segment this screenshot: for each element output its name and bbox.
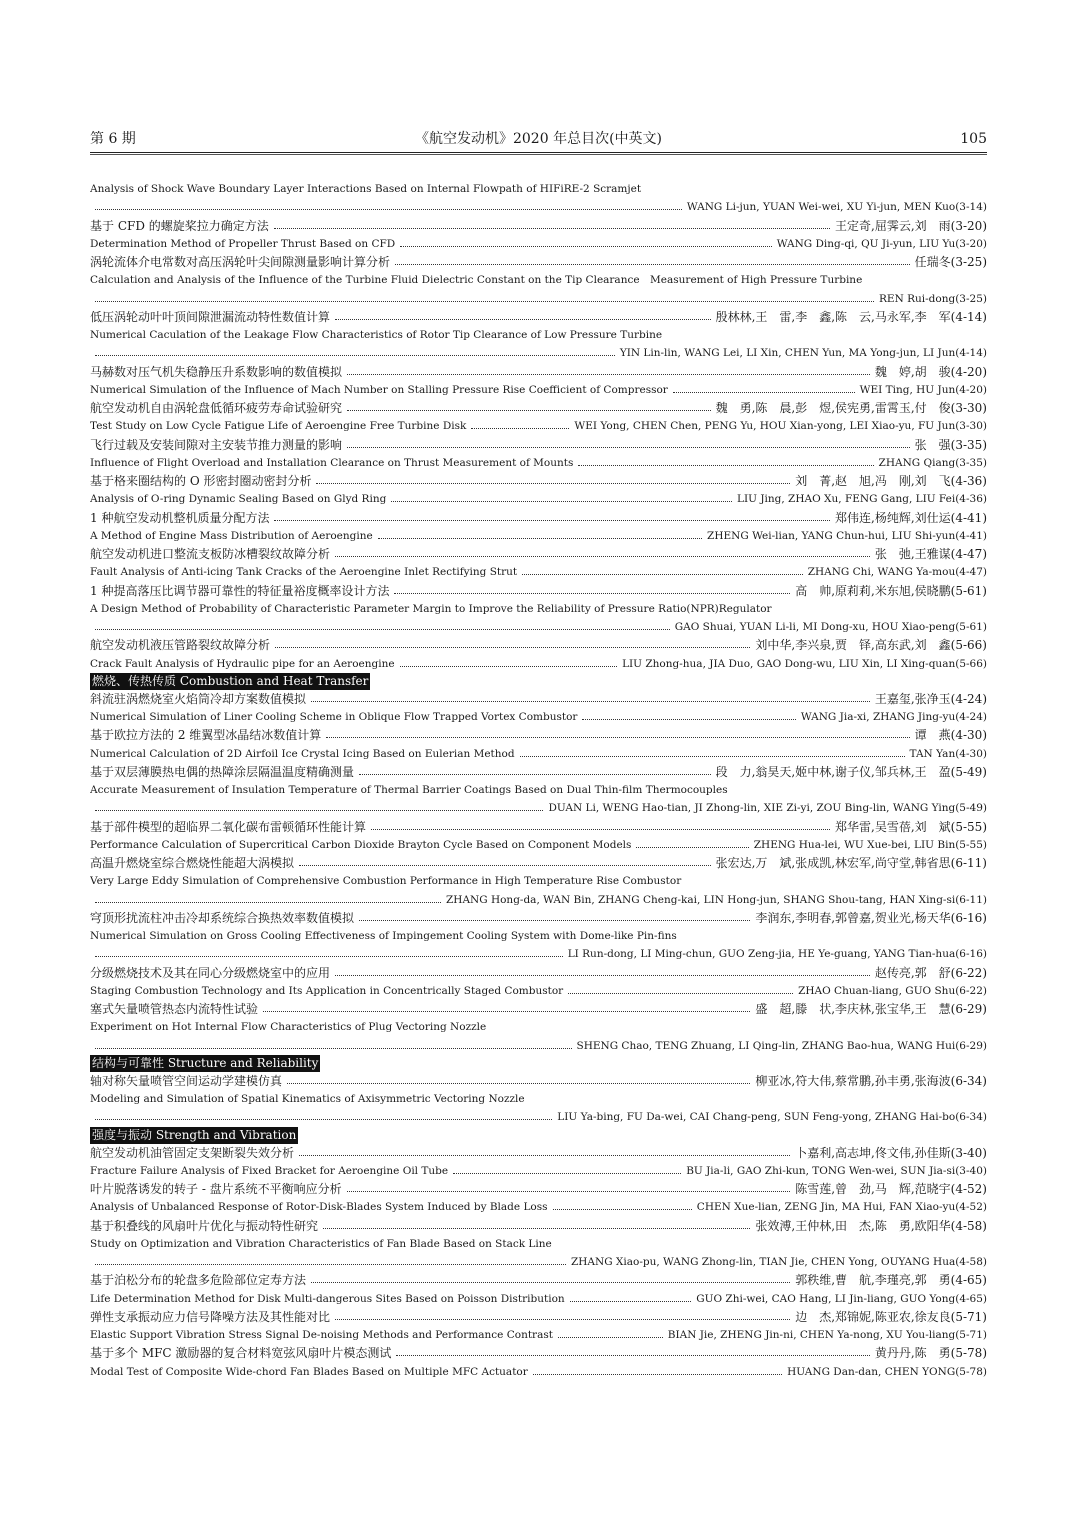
toc-entry-english: [90, 1108, 987, 1126]
toc-entry-english: [90, 600, 987, 618]
toc-entry-english: [90, 836, 987, 854]
article-title: 分级燃烧技术及其在同心分级燃烧室中的应用: [90, 965, 331, 980]
authors-and-page: 边 杰,郑锦妮,陈亚农,徐友良(5-71): [795, 1309, 987, 1324]
authors-and-page: WANG Li-jun, YUAN Wei-wei, XU Yi-jun, MEN Kuo(3-14): [686, 201, 987, 214]
authors-and-page: 李润东,李明春,郭曾嘉,贺业光,杨天华(6-16): [755, 910, 987, 925]
toc-entry-chinese: [90, 763, 987, 781]
article-title: 轴对称矢量喷管空间运动学建模仿真: [90, 1073, 283, 1088]
journal-title: 《航空发动机》2020 年总目次(中英文): [414, 131, 662, 147]
dot-leader: [400, 665, 618, 667]
article-title: Analysis of O-ring Dynamic Sealing Based on Glyd Ring: [90, 493, 387, 506]
article-title: 涡轮流体介电常数对高压涡轮叶尖间隙测量影响计算分析: [90, 255, 391, 269]
toc-entry-chinese: [90, 545, 987, 563]
header-rule-thin: [90, 154, 987, 155]
authors-and-page: 盛 超,滕 状,李庆林,张宝华,王 慧(6-29): [755, 1002, 987, 1016]
toc-entry-chinese: [90, 217, 987, 235]
article-title: 基于多个 MFC 激励器的复合材料宽弦风扇叶片模态测试: [90, 1346, 392, 1361]
toc-entry-english: [90, 891, 987, 909]
authors-and-page: 刘 菁,赵 旭,冯 刚,刘 飞(4-36): [795, 474, 987, 488]
page-number: 105: [960, 131, 987, 147]
toc-entry-english: [90, 180, 987, 198]
dot-leader: [95, 300, 874, 302]
toc-entry-chinese: [90, 909, 987, 927]
dot-leader: [274, 519, 830, 521]
authors-and-page: 魏 婷,胡 骏(4-20): [874, 364, 987, 379]
header-rule: [90, 152, 987, 153]
article-title: 航空发动机油管固定支架断裂失效分析: [90, 1145, 295, 1160]
authors-and-page: LIU Ya-bing, FU Da-wei, CAI Chang-peng, SUN Feng-yong, ZHANG Hai-bo(6-34): [557, 1111, 987, 1124]
toc-entry-chinese: [90, 690, 987, 708]
article-title: A Method of Engine Mass Distribution of Aeroengine: [90, 529, 373, 542]
article-title: Determination Method of Propeller Thrust Based on CFD: [90, 237, 396, 250]
article-title: Accurate Measurement of Insulation Temperature of Thermal Barrier Coatings Based on Dual Thin-film Thermocouples: [90, 784, 728, 796]
dot-leader: [347, 446, 910, 448]
toc-entry-english: [90, 781, 987, 799]
toc-entry-english: [90, 1326, 987, 1344]
toc-entry-chinese: [90, 1217, 987, 1235]
dot-leader: [95, 208, 682, 210]
article-title: Experiment on Hot Internal Flow Characteristics of Plug Vectoring Nozzle: [90, 1021, 487, 1034]
toc-entry-english: [90, 799, 987, 817]
article-title: 斜流驻涡燃烧室火焰筒冷却方案数值模拟: [90, 691, 307, 706]
toc-entry-english: [90, 1037, 987, 1055]
dot-leader: [568, 992, 793, 994]
authors-and-page: BIAN Jie, ZHENG Jin-ni, CHEN Ya-nong, XU You-liang(5-71): [667, 1329, 987, 1341]
authors-and-page: 段 力,翁昊天,姬中林,谢子仪,邹兵林,王 盈(5-49): [715, 764, 987, 779]
section-title: 结构与可靠性 Structure and Reliability: [92, 1055, 319, 1070]
toc-entry-english: [90, 618, 987, 636]
dot-leader: [395, 263, 910, 265]
toc-entry-english: [90, 708, 987, 726]
toc-entry-chinese: [90, 636, 987, 654]
dot-leader: [299, 864, 711, 866]
dot-leader: [522, 573, 803, 575]
article-title: 航空发动机自由涡轮盘低循环疲劳寿命试验研究: [90, 401, 343, 415]
dot-leader: [371, 828, 830, 830]
table-of-contents: [90, 180, 987, 1381]
dot-leader: [347, 409, 711, 411]
toc-entry-english: [90, 563, 987, 581]
dot-leader: [287, 1082, 750, 1084]
article-title: Fracture Failure Analysis of Fixed Bracket for Aeroengine Oil Tube: [90, 1164, 449, 1177]
toc-entry-chinese: [90, 854, 987, 872]
section-heading: [90, 1127, 987, 1144]
dot-leader: [673, 391, 855, 393]
dot-leader: [95, 628, 670, 630]
dot-leader: [335, 555, 870, 557]
dot-leader: [553, 1208, 692, 1210]
authors-and-page: WANG Ding-qi, QU Ji-yun, LIU Yu(3-20): [776, 237, 987, 250]
dot-leader: [570, 1300, 692, 1302]
dot-leader: [95, 354, 615, 356]
toc-entry-english: [90, 982, 987, 1000]
toc-entry-chinese: [90, 726, 987, 744]
dot-leader: [520, 755, 905, 757]
authors-and-page: 黄丹丹,陈 勇(5-78): [874, 1346, 987, 1361]
toc-entry-english: [90, 417, 987, 435]
dot-leader: [335, 1318, 790, 1320]
dot-leader: [347, 373, 870, 375]
article-title: Life Determination Method for Disk Multi-dangerous Sites Based on Poisson Distribution: [90, 1292, 565, 1305]
toc-entry-chinese: [90, 964, 987, 982]
issue-number: 第 6 期: [90, 131, 136, 147]
authors-and-page: 赵传亮,郭 舒(6-22): [874, 965, 987, 980]
article-title: Analysis of Shock Wave Boundary Layer Interactions Based on Internal Flowpath of HIFiRE-2 Scramjet: [90, 183, 642, 195]
article-title: 基于积叠线的风扇叶片优化与振动特性研究: [90, 1218, 319, 1233]
authors-and-page: 魏 勇,陈 晨,彭 煜,侯宪勇,雷霄玉,付 俊(3-30): [715, 401, 987, 415]
toc-entry-english: [90, 1363, 987, 1381]
authors-and-page: ZHENG Hua-lei, WU Xue-bei, LIU Bin(5-55): [753, 838, 987, 851]
authors-and-page: 谭 燕(4-30): [914, 728, 987, 743]
toc-entry-english: [90, 1090, 987, 1108]
article-title: Staging Combustion Technology and Its Application in Concentrically Staged Combustor: [90, 984, 564, 997]
article-title: 基于格来圈结构的 O 形密封圈动密封分析: [90, 474, 312, 488]
toc-entry-english: [90, 490, 987, 508]
toc-entry-chinese: [90, 253, 987, 271]
authors-and-page: LIU Jing, ZHAO Xu, FENG Gang, LIU Fei(4-36): [737, 493, 987, 506]
dot-leader: [378, 537, 702, 539]
toc-entry-english: [90, 1198, 987, 1216]
section-heading: [90, 673, 987, 690]
toc-entry-english: [90, 927, 987, 945]
toc-entry-chinese: [90, 1271, 987, 1289]
authors-and-page: YIN Lin-lin, WANG Lei, LI Xin, CHEN Yun, MA Yong-jun, LI Jun(4-14): [619, 347, 987, 360]
article-title: Numerical Simulation on Gross Cooling Effectiveness of Impingement Cooling System with Dome-like Pin-fins: [90, 930, 677, 942]
section-title: 强度与振动 Strength and Vibration: [92, 1127, 297, 1142]
authors-and-page: ZHAO Chuan-liang, GUO Shu(6-22): [798, 984, 987, 997]
toc-entry-english: [90, 655, 987, 673]
toc-entry-english: [90, 381, 987, 399]
dot-leader: [311, 700, 870, 702]
dot-leader: [394, 592, 790, 594]
dot-leader: [533, 1373, 782, 1375]
article-title: Modeling and Simulation of Spatial Kinematics of Axisymmetric Vectoring Nozzle: [90, 1093, 525, 1105]
article-title: Elastic Support Vibration Stress Signal De-noising Methods and Performance Contrast: [90, 1329, 553, 1341]
authors-and-page: 王定奇,屈霁云,刘 雨(3-20): [835, 218, 987, 233]
toc-entry-english: [90, 344, 987, 362]
authors-and-page: ZHANG Hong-da, WAN Bin, ZHANG Cheng-kai, LIN Hong-jun, SHANG Shou-tang, HAN Xing-si(6-11): [446, 893, 987, 906]
dot-leader: [558, 1336, 663, 1338]
authors-and-page: ZHANG Chi, WANG Ya-mou(4-47): [807, 566, 987, 579]
authors-and-page: 郑华雷,吴雪蓓,刘 斌(5-55): [835, 819, 987, 834]
authors-and-page: ZHANG Qiang(3-35): [878, 456, 987, 469]
article-title: 叶片脱落诱发的转子 - 盘片系统不平衡响应分析: [90, 1182, 342, 1196]
article-title: Numerical Calculation of 2D Airfoil Ice Crystal Icing Based on Eulerian Method: [90, 747, 515, 760]
article-title: 高温升燃烧室综合燃烧性能超大涡模拟: [90, 856, 295, 870]
article-title: 基于 CFD 的螺旋桨拉力确定方法: [90, 218, 269, 233]
dot-leader: [323, 1227, 750, 1229]
authors-and-page: HUANG Dan-dan, CHEN YONG(5-78): [787, 1365, 987, 1378]
dot-leader: [263, 1010, 750, 1012]
authors-and-page: BU Jia-li, GAO Zhi-kun, TONG Wen-wei, SUN Jia-si(3-40): [686, 1164, 987, 1177]
authors-and-page: 王嘉玺,张净玉(4-24): [874, 691, 987, 706]
toc-entry-english: [90, 872, 987, 890]
toc-entry-chinese: [90, 1344, 987, 1362]
dot-leader: [95, 955, 563, 957]
article-title: Analysis of Unbalanced Response of Rotor-Disk-Blades System Induced by Blade Loss: [90, 1201, 548, 1214]
authors-and-page: LI Run-dong, LI Ming-chun, GUO Zeng-jia, HE Ye-guang, YANG Tian-hua(6-16): [567, 948, 987, 961]
authors-and-page: ZHENG Wei-lian, YANG Chun-hui, LIU Shi-yun(4-41): [707, 529, 987, 542]
authors-and-page: CHEN Xue-lian, ZENG Jin, MA Hui, FAN Xiao-yu(4-52): [696, 1201, 987, 1214]
toc-entry-english: [90, 326, 987, 344]
section-heading: [90, 1055, 987, 1072]
toc-entry-english: [90, 235, 987, 253]
dot-leader: [347, 1190, 791, 1192]
article-title: A Design Method of Probability of Characteristic Parameter Margin to Improve the Reliability of Pressure Ratio(NPR)Regulator: [90, 602, 772, 615]
article-title: Numerical Simulation of the Influence of Mach Number on Stalling Pressure Rise Coefficient of Compressor: [90, 383, 668, 396]
article-title: 基于双层薄膜热电偶的热障涂层隔温温度精确测量: [90, 764, 355, 779]
toc-entry-chinese: [90, 308, 987, 326]
dot-leader: [471, 427, 569, 429]
toc-entry-english: [90, 290, 987, 308]
authors-and-page: GAO Shuai, YUAN Li-li, MI Dong-xu, HOU Xiao-peng(5-61): [674, 621, 987, 633]
section-title: 燃烧、传热传质 Combustion and Heat Transfer: [92, 673, 369, 688]
dot-leader: [95, 1118, 552, 1120]
article-title: 马赫数对压气机失稳静压升系数影响的数值模拟: [90, 364, 343, 379]
authors-and-page: WEI Ting, HU Jun(4-20): [859, 383, 987, 396]
article-title: 塞式矢量喷管热态内流特性试验: [90, 1002, 259, 1016]
authors-and-page: 郭秩维,曹 航,李瑾亮,郭 勇(4-65): [795, 1273, 987, 1288]
toc-entry-english: [90, 454, 987, 472]
toc-entry-english: [90, 1235, 987, 1253]
authors-and-page: WEI Yong, CHEN Chen, PENG Yu, HOU Xian-yong, LEI Xiao-yu, FU Jun(3-30): [574, 420, 987, 433]
article-title: 弹性支承振动应力信号降噪方法及其性能对比: [90, 1309, 331, 1324]
dot-leader: [359, 919, 750, 921]
dot-leader: [299, 1154, 790, 1156]
article-title: Crack Fault Analysis of Hydraulic pipe for an Aeroengine: [90, 657, 395, 670]
dot-leader: [335, 318, 711, 320]
toc-entry-english: [90, 745, 987, 763]
dot-leader: [326, 736, 909, 738]
dot-leader: [400, 245, 772, 247]
authors-and-page: ZHANG Xiao-pu, WANG Zhong-lin, TIAN Jie, CHEN Yong, OUYANG Hua(4-58): [570, 1256, 987, 1268]
authors-and-page: REN Rui-dong(3-25): [879, 292, 987, 305]
page-header: [90, 128, 987, 150]
article-title: 1 种提高落压比调节器可靠性的特征量裕度概率设计方法: [90, 583, 390, 598]
authors-and-page: 张 强(3-35): [914, 437, 987, 452]
article-title: Modal Test of Composite Wide-chord Fan Blades Based on Multiple MFC Actuator: [90, 1365, 528, 1378]
toc-entry-chinese: [90, 472, 987, 490]
article-title: 飞行过载及安装间隙对主安装节推力测量的影响: [90, 437, 343, 452]
article-title: 基于欧拉方法的 2 维翼型冰晶结冰数值计算: [90, 728, 322, 743]
dot-leader: [391, 500, 732, 502]
authors-and-page: DUAN Li, WENG Hao-tian, JI Zhong-lin, XIE Zi-yi, ZOU Bing-lin, WANG Ying(5-49): [548, 802, 987, 815]
article-title: 1 种航空发动机整机质量分配方法: [90, 510, 270, 525]
toc-entry-english: [90, 1018, 987, 1036]
authors-and-page: 张 弛,王雅谋(4-47): [874, 547, 987, 561]
authors-and-page: 高 帅,原莉莉,米东旭,侯晓鹏(5-61): [795, 583, 987, 598]
authors-and-page: GUO Zhi-wei, CAO Hang, LI Jin-liang, GUO Yong(4-65): [696, 1292, 987, 1305]
authors-and-page: WANG Jia-xi, ZHANG Jing-yu(4-24): [800, 711, 987, 723]
toc-entry-english: [90, 527, 987, 545]
article-title: 低压涡轮动叶叶顶间隙泄漏流动特性数值计算: [90, 309, 331, 324]
authors-and-page: 卜嘉利,高志坤,佟文伟,孙佳斯(3-40): [795, 1145, 987, 1160]
authors-and-page: 任瑞冬(3-25): [914, 255, 987, 269]
toc-entry-chinese: [90, 1308, 987, 1326]
toc-entry-english: [90, 1253, 987, 1271]
article-title: Numerical Simulation of Liner Cooling Scheme in Oblique Flow Trapped Vortex Combustor: [90, 711, 578, 723]
article-title: Influence of Flight Overload and Installation Clearance on Thrust Measurement of Mounts: [90, 456, 574, 469]
toc-entry-chinese: [90, 582, 987, 600]
dot-leader: [582, 718, 795, 720]
dot-leader: [95, 1263, 566, 1265]
authors-and-page: 陈雪莲,曾 劲,马 辉,范晓宇(4-52): [795, 1182, 987, 1196]
article-title: Performance Calculation of Supercritical Carbon Dioxide Brayton Cycle Based on Component Models: [90, 838, 632, 851]
article-title: 穹顶形扰流柱冲击冷却系统综合换热效率数值模拟: [90, 910, 355, 925]
article-title: Numerical Caculation of the Leakage Flow Characteristics of Rotor Tip Clearance of Low Pressure Turbine: [90, 329, 663, 341]
toc-entry-english: [90, 1162, 987, 1180]
dot-leader: [316, 482, 790, 484]
authors-and-page: 柳亚冰,符大伟,蔡常鹏,孙丰勇,张海波(6-34): [755, 1073, 987, 1088]
toc-entry-chinese: [90, 509, 987, 527]
article-title: 基于泊松分布的轮盘多危险部位定寿方法: [90, 1273, 307, 1288]
article-title: 航空发动机进口整流支板防冰槽裂纹故障分析: [90, 547, 331, 561]
toc-entry-chinese: [90, 1000, 987, 1018]
article-title: Fault Analysis of Anti-icing Tank Cracks of the Aeroengine Inlet Rectifying Strut: [90, 566, 518, 579]
dot-leader: [274, 227, 830, 229]
article-title: 基于部件模型的超临界二氧化碳布雷顿循环性能计算: [90, 819, 367, 834]
toc-entry-english: [90, 1290, 987, 1308]
dot-leader: [359, 773, 711, 775]
article-title: 航空发动机液压管路裂纹故障分析: [90, 638, 271, 653]
dot-leader: [95, 809, 543, 811]
toc-entry-chinese: [90, 1180, 987, 1198]
toc-entry-english: [90, 198, 987, 216]
authors-and-page: TAN Yan(4-30): [909, 747, 987, 760]
article-title: Test Study on Low Cycle Fatigue Life of Aeroengine Free Turbine Disk: [90, 420, 467, 433]
toc-entry-english: [90, 271, 987, 289]
toc-entry-chinese: [90, 363, 987, 381]
toc-entry-english: [90, 945, 987, 963]
authors-and-page: 郑伟连,杨纯辉,刘仕运(4-41): [835, 510, 987, 525]
authors-and-page: 殷林林,王 雷,李 鑫,陈 云,马永军,李 军(4-14): [715, 309, 987, 324]
dot-leader: [396, 1354, 869, 1356]
toc-entry-chinese: [90, 818, 987, 836]
authors-and-page: 刘中华,李兴泉,贾 铎,高东武,刘 鑫(5-66): [755, 638, 987, 653]
dot-leader: [335, 974, 870, 976]
article-title: Very Large Eddy Simulation of Comprehensive Combustion Performance in High Temperature Rise Combustor: [90, 875, 682, 888]
toc-entry-chinese: [90, 399, 987, 417]
toc-entry-chinese: [90, 1072, 987, 1090]
toc-entry-chinese: [90, 436, 987, 454]
authors-and-page: SHENG Chao, TENG Zhuang, LI Qing-lin, ZHANG Bao-hua, WANG Hui(6-29): [576, 1039, 987, 1052]
dot-leader: [95, 901, 441, 903]
dot-leader: [311, 1281, 790, 1283]
dot-leader: [578, 464, 873, 466]
toc-entry-chinese: [90, 1144, 987, 1162]
dot-leader: [453, 1172, 681, 1174]
dot-leader: [95, 1047, 572, 1049]
authors-and-page: 张效溥,王仲林,田 杰,陈 勇,欧阳华(4-58): [755, 1218, 987, 1233]
dot-leader: [275, 646, 750, 648]
article-title: Calculation and Analysis of the Influence of the Turbine Fluid Dielectric Constant on the Tip Clearance Measurement of High Pressure Turbine: [90, 274, 863, 287]
dot-leader: [636, 846, 748, 848]
authors-and-page: 张宏达,万 斌,张成凯,林宏军,尚守堂,韩省思(6-11): [715, 856, 987, 870]
authors-and-page: LIU Zhong-hua, JIA Duo, GAO Dong-wu, LIU Xin, LI Xing-quan(5-66): [622, 657, 987, 670]
article-title: Study on Optimization and Vibration Characteristics of Fan Blade Based on Stack Line: [90, 1237, 552, 1250]
